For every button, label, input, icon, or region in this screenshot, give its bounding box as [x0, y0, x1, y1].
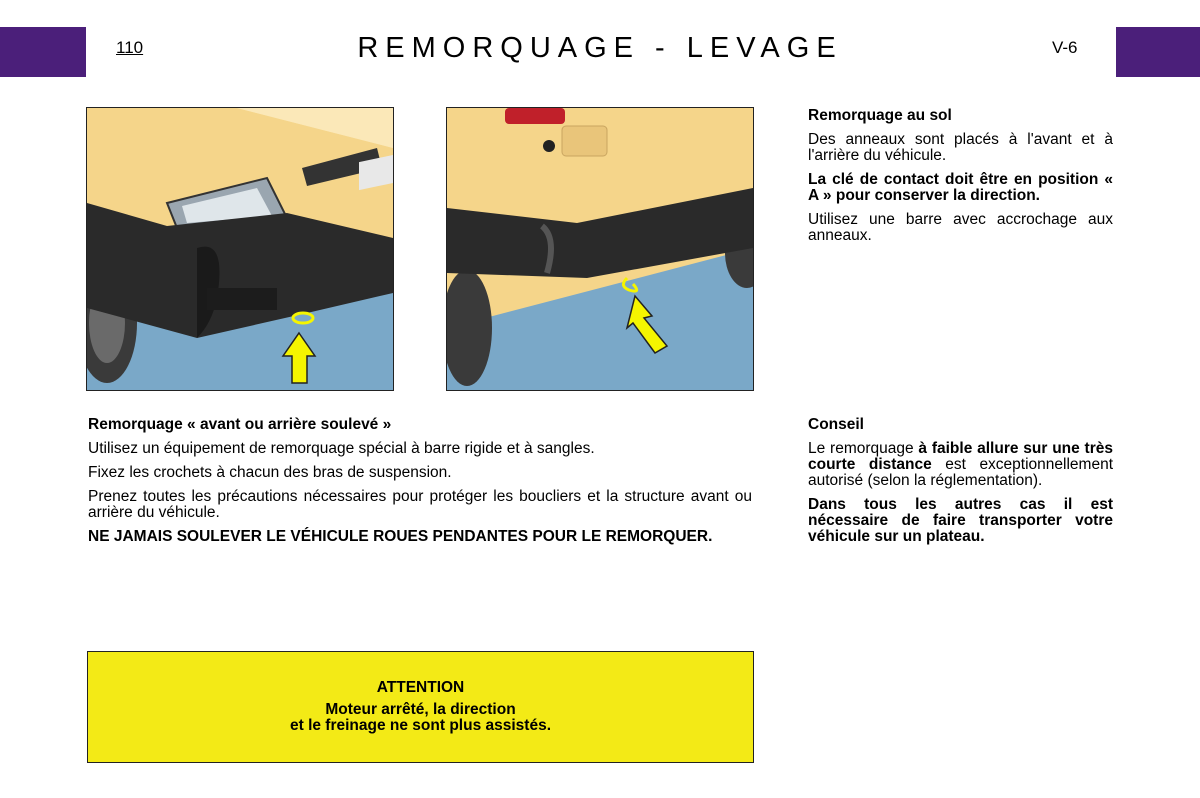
ground-towing-section: [808, 108, 1113, 252]
page-title: REMORQUAGE - LEVAGE: [357, 32, 843, 64]
chapter-number: V-6: [1052, 38, 1078, 57]
advice-heading: Conseil: [808, 416, 864, 433]
attention-line-2: et le freinage ne sont plus assistés.: [289, 717, 551, 734]
attention-box: [87, 651, 754, 763]
lifted-towing-section: [88, 417, 752, 553]
right-tab-marker: [1116, 27, 1200, 77]
advice-text-1-pre: Le remorquage: [808, 440, 919, 457]
attention-line-1: Moteur arrêté, la direction: [325, 701, 516, 718]
ground-towing-text-3: Utilisez une barre avec accrochage aux anneaux.: [808, 211, 1113, 244]
ground-towing-text-1: Des anneaux sont placés à l'avant et à l'arrière du véhicule.: [808, 131, 1113, 164]
advice-text-1-post: est exceptionnellement autorisé (selon la réglementation).: [808, 456, 1113, 489]
lifted-towing-warning: NE JAMAIS SOULEVER LE VÉHICULE ROUES PENDANTES POUR LE REMORQUER.: [88, 528, 713, 545]
advice-text-2: Dans tous les autres cas il est nécessaire de faire transporter votre véhicule sur un plateau.: [808, 496, 1113, 545]
lifted-towing-text-3: Prenez toutes les précautions nécessaires pour protéger les boucliers et la structure avant ou arrière du véhicule.: [88, 488, 752, 521]
front-towing-illustration: [86, 107, 394, 391]
ground-towing-heading: Remorquage au sol: [808, 107, 952, 124]
page-number: 110: [116, 38, 144, 57]
attention-title: ATTENTION: [376, 679, 465, 696]
advice-text-1: [808, 441, 1113, 489]
left-tab-marker: [0, 27, 86, 77]
lifted-towing-text-2: Fixez les crochets à chacun des bras de suspension.: [88, 464, 452, 481]
advice-section: [808, 417, 1113, 553]
advice-text-1-bold: à faible allure sur une très courte distance: [808, 440, 1113, 473]
lifted-towing-heading: Remorquage « avant ou arrière soulevé »: [88, 416, 392, 433]
ground-towing-text-2: La clé de contact doit être en position « A » pour conserver la direction.: [808, 171, 1113, 204]
rear-towing-illustration: [446, 107, 754, 391]
lifted-towing-text-1: Utilisez un équipement de remorquage spécial à barre rigide et à sangles.: [88, 440, 595, 457]
